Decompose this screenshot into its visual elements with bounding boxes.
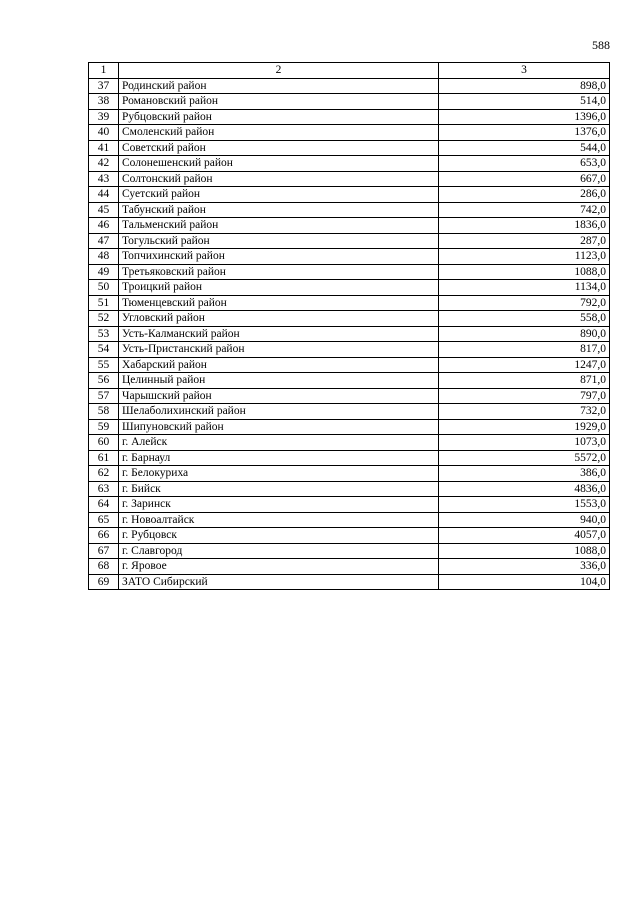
row-number-cell: 51 xyxy=(89,295,119,311)
row-number-cell: 41 xyxy=(89,140,119,156)
table-row xyxy=(89,574,610,590)
row-name-cell: г. Заринск xyxy=(119,497,439,513)
row-value-cell: 1836,0 xyxy=(439,218,610,234)
row-value-cell: 871,0 xyxy=(439,373,610,389)
row-number-cell: 53 xyxy=(89,326,119,342)
row-number-cell: 59 xyxy=(89,419,119,435)
table-row xyxy=(89,404,610,420)
row-name-cell: Табунский район xyxy=(119,202,439,218)
row-value-cell: 4057,0 xyxy=(439,528,610,544)
row-name-cell: Тогульский район xyxy=(119,233,439,249)
table-row xyxy=(89,559,610,575)
row-value-cell: 797,0 xyxy=(439,388,610,404)
table-row xyxy=(89,543,610,559)
row-number-cell: 48 xyxy=(89,249,119,265)
table-row xyxy=(89,94,610,110)
row-name-cell: Троицкий район xyxy=(119,280,439,296)
row-value-cell: 732,0 xyxy=(439,404,610,420)
table-row xyxy=(89,249,610,265)
row-name-cell: г. Яровое xyxy=(119,559,439,575)
row-name-cell: Рубцовский район xyxy=(119,109,439,125)
row-number-cell: 67 xyxy=(89,543,119,559)
row-name-cell: Усть-Пристанский район xyxy=(119,342,439,358)
row-number-cell: 39 xyxy=(89,109,119,125)
row-number-cell: 57 xyxy=(89,388,119,404)
row-number-cell: 63 xyxy=(89,481,119,497)
row-value-cell: 890,0 xyxy=(439,326,610,342)
table-body xyxy=(89,78,610,590)
row-number-cell: 50 xyxy=(89,280,119,296)
row-value-cell: 386,0 xyxy=(439,466,610,482)
data-table xyxy=(88,62,610,590)
table-row xyxy=(89,528,610,544)
row-value-cell: 1247,0 xyxy=(439,357,610,373)
row-value-cell: 4836,0 xyxy=(439,481,610,497)
row-name-cell: г. Барнаул xyxy=(119,450,439,466)
row-value-cell: 817,0 xyxy=(439,342,610,358)
row-value-cell: 1088,0 xyxy=(439,264,610,280)
row-value-cell: 898,0 xyxy=(439,78,610,94)
table-row xyxy=(89,202,610,218)
row-name-cell: Солонешенский район xyxy=(119,156,439,172)
row-number-cell: 45 xyxy=(89,202,119,218)
row-value-cell: 514,0 xyxy=(439,94,610,110)
table-row xyxy=(89,435,610,451)
table-row xyxy=(89,450,610,466)
table-row xyxy=(89,156,610,172)
column-header-2: 2 xyxy=(119,63,439,79)
table-row xyxy=(89,233,610,249)
row-name-cell: Родинский район xyxy=(119,78,439,94)
row-name-cell: Смоленский район xyxy=(119,125,439,141)
row-value-cell: 653,0 xyxy=(439,156,610,172)
table-row xyxy=(89,280,610,296)
table-row xyxy=(89,171,610,187)
row-value-cell: 558,0 xyxy=(439,311,610,327)
table-row xyxy=(89,78,610,94)
row-number-cell: 52 xyxy=(89,311,119,327)
row-value-cell: 1929,0 xyxy=(439,419,610,435)
row-number-cell: 40 xyxy=(89,125,119,141)
row-value-cell: 5572,0 xyxy=(439,450,610,466)
table-row xyxy=(89,326,610,342)
table-row xyxy=(89,419,610,435)
row-name-cell: г. Славгород xyxy=(119,543,439,559)
table-row xyxy=(89,512,610,528)
table-row xyxy=(89,218,610,234)
page-number: 588 xyxy=(592,38,610,52)
row-value-cell: 287,0 xyxy=(439,233,610,249)
table-row xyxy=(89,342,610,358)
table-row xyxy=(89,264,610,280)
table-row xyxy=(89,187,610,203)
row-number-cell: 69 xyxy=(89,574,119,590)
row-number-cell: 55 xyxy=(89,357,119,373)
row-value-cell: 286,0 xyxy=(439,187,610,203)
row-value-cell: 1123,0 xyxy=(439,249,610,265)
row-name-cell: Суетский район xyxy=(119,187,439,203)
row-value-cell: 1134,0 xyxy=(439,280,610,296)
table-row xyxy=(89,125,610,141)
row-number-cell: 68 xyxy=(89,559,119,575)
row-value-cell: 1073,0 xyxy=(439,435,610,451)
row-number-cell: 65 xyxy=(89,512,119,528)
row-number-cell: 60 xyxy=(89,435,119,451)
row-name-cell: г. Бийск xyxy=(119,481,439,497)
row-number-cell: 43 xyxy=(89,171,119,187)
row-number-cell: 37 xyxy=(89,78,119,94)
table-row xyxy=(89,497,610,513)
row-number-cell: 64 xyxy=(89,497,119,513)
table-row xyxy=(89,373,610,389)
row-name-cell: Угловский район xyxy=(119,311,439,327)
table-row xyxy=(89,481,610,497)
row-number-cell: 56 xyxy=(89,373,119,389)
row-name-cell: Шелаболихинский район xyxy=(119,404,439,420)
row-name-cell: Романовский район xyxy=(119,94,439,110)
row-name-cell: Хабарский район xyxy=(119,357,439,373)
row-name-cell: Тюменцевский район xyxy=(119,295,439,311)
row-value-cell: 742,0 xyxy=(439,202,610,218)
row-value-cell: 1376,0 xyxy=(439,125,610,141)
column-header-3: 3 xyxy=(439,63,610,79)
row-value-cell: 940,0 xyxy=(439,512,610,528)
row-value-cell: 792,0 xyxy=(439,295,610,311)
table-row xyxy=(89,140,610,156)
row-number-cell: 44 xyxy=(89,187,119,203)
row-number-cell: 61 xyxy=(89,450,119,466)
table-row xyxy=(89,466,610,482)
row-name-cell: Советский район xyxy=(119,140,439,156)
row-name-cell: г. Новоалтайск xyxy=(119,512,439,528)
table-row xyxy=(89,109,610,125)
row-number-cell: 47 xyxy=(89,233,119,249)
row-name-cell: Солтонский район xyxy=(119,171,439,187)
row-value-cell: 544,0 xyxy=(439,140,610,156)
row-value-cell: 667,0 xyxy=(439,171,610,187)
row-number-cell: 54 xyxy=(89,342,119,358)
table-row xyxy=(89,295,610,311)
row-name-cell: Чарышский район xyxy=(119,388,439,404)
row-number-cell: 49 xyxy=(89,264,119,280)
row-value-cell: 336,0 xyxy=(439,559,610,575)
row-number-cell: 66 xyxy=(89,528,119,544)
row-value-cell: 104,0 xyxy=(439,574,610,590)
row-name-cell: г. Алейск xyxy=(119,435,439,451)
row-value-cell: 1088,0 xyxy=(439,543,610,559)
row-name-cell: г. Рубцовск xyxy=(119,528,439,544)
table-row xyxy=(89,311,610,327)
row-number-cell: 62 xyxy=(89,466,119,482)
row-value-cell: 1553,0 xyxy=(439,497,610,513)
row-name-cell: Усть-Калманский район xyxy=(119,326,439,342)
table-row xyxy=(89,357,610,373)
row-name-cell: Шипуновский район xyxy=(119,419,439,435)
table-header-row xyxy=(89,63,610,79)
row-number-cell: 42 xyxy=(89,156,119,172)
row-number-cell: 46 xyxy=(89,218,119,234)
row-name-cell: Тальменский район xyxy=(119,218,439,234)
row-number-cell: 58 xyxy=(89,404,119,420)
row-name-cell: ЗАТО Сибирский xyxy=(119,574,439,590)
row-name-cell: Целинный район xyxy=(119,373,439,389)
row-name-cell: Топчихинский район xyxy=(119,249,439,265)
column-header-1: 1 xyxy=(89,63,119,79)
row-value-cell: 1396,0 xyxy=(439,109,610,125)
table-row xyxy=(89,388,610,404)
row-name-cell: г. Белокуриха xyxy=(119,466,439,482)
row-name-cell: Третьяковский район xyxy=(119,264,439,280)
row-number-cell: 38 xyxy=(89,94,119,110)
